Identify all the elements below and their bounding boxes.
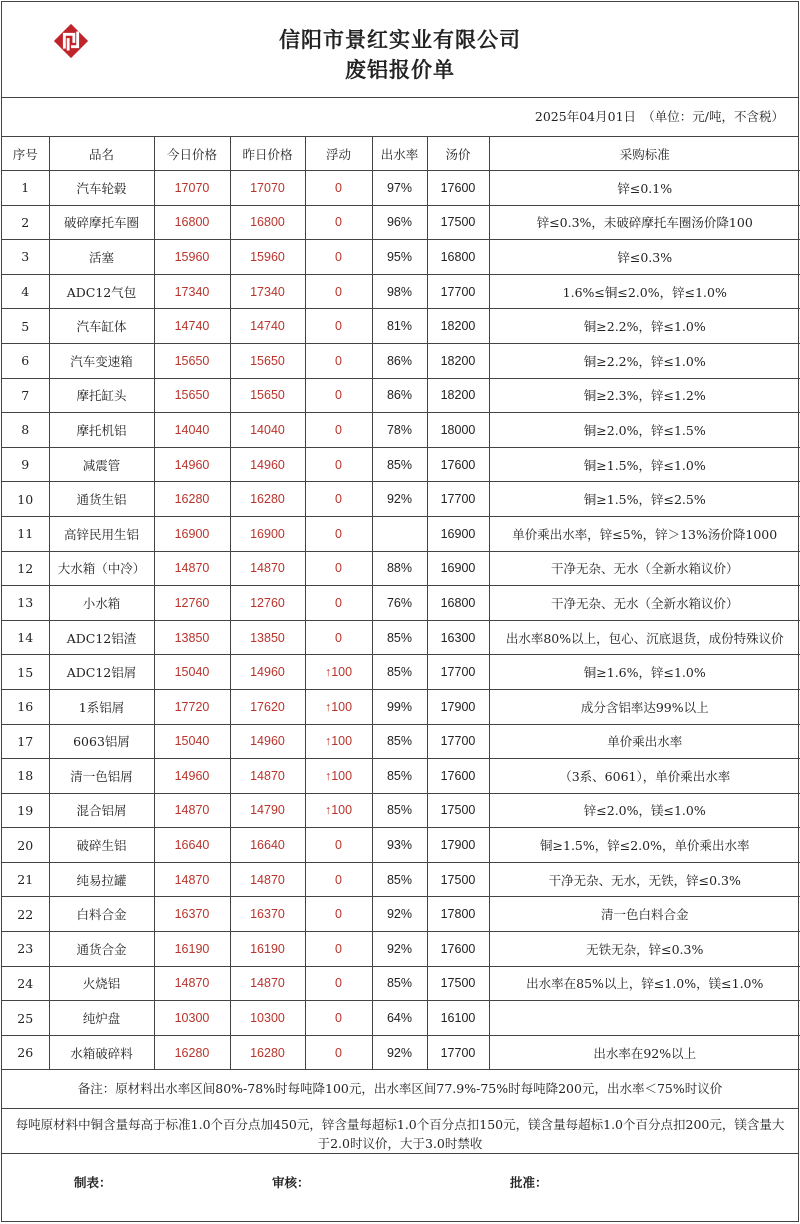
yield-rate: 96%: [372, 205, 427, 240]
purchase-standard: 铜≥2.2%，锌≤1.0%: [489, 309, 800, 344]
item-name: 小水箱: [49, 586, 154, 621]
table-row: [2, 620, 800, 655]
table-row: [2, 966, 800, 1001]
price-change: 0: [305, 551, 372, 586]
col-header-today: 今日价格: [154, 137, 230, 171]
price-change: 0: [305, 171, 372, 206]
yield-rate: 93%: [372, 828, 427, 863]
price-change: 0: [305, 516, 372, 551]
col-header-yield: 出水率: [372, 137, 427, 171]
purchase-standard: 出水率在92%以上: [489, 1035, 800, 1070]
yesterday-price: 15960: [230, 240, 305, 275]
today-price: 17340: [154, 274, 230, 309]
row-number: 16: [2, 689, 49, 724]
yield-rate: 95%: [372, 240, 427, 275]
price-change: 0: [305, 274, 372, 309]
price-change: 0: [305, 1035, 372, 1070]
yield-rate: 85%: [372, 759, 427, 794]
purchase-standard: 单价乘出水率，锌≤5%，锌＞13%汤价降1000: [489, 516, 800, 551]
today-price: 14870: [154, 793, 230, 828]
table-row: [2, 759, 800, 794]
yesterday-price: 14870: [230, 966, 305, 1001]
remark-note: 备注：原材料出水率区间80%-78%时每吨降100元，出水率区间77.9%-75%时每吨降200元，出水率＜75%时议价: [2, 1070, 798, 1109]
table-row: [2, 932, 800, 967]
yield-rate: 85%: [372, 447, 427, 482]
col-header-name: 品名: [49, 137, 154, 171]
table-row: [2, 655, 800, 690]
today-price: 15040: [154, 724, 230, 759]
table-row: [2, 516, 800, 551]
item-name: 1系铝屑: [49, 689, 154, 724]
row-number: 12: [2, 551, 49, 586]
table-row: [2, 724, 800, 759]
row-number: 17: [2, 724, 49, 759]
item-name: 减震管: [49, 447, 154, 482]
price-change: 0: [305, 932, 372, 967]
purchase-standard: 铜≥1.6%，锌≤1.0%: [489, 655, 800, 690]
yield-rate: 92%: [372, 482, 427, 517]
approved-by-label: 批准：: [510, 1175, 548, 1191]
yesterday-price: 17070: [230, 171, 305, 206]
item-name: 大水箱（中冷）: [49, 551, 154, 586]
table-row: [2, 1001, 800, 1036]
row-number: 10: [2, 482, 49, 517]
soup-price: 17600: [427, 932, 489, 967]
today-price: 16370: [154, 897, 230, 932]
row-number: 4: [2, 274, 49, 309]
price-change: ↑100: [305, 689, 372, 724]
price-change: ↑100: [305, 724, 372, 759]
soup-price: 16900: [427, 551, 489, 586]
today-price: 14740: [154, 309, 230, 344]
date-unit-line: 2025年04月01日 （单位：元/吨，不含税）: [2, 98, 798, 137]
table-row: [2, 343, 800, 378]
yield-rate: 86%: [372, 378, 427, 413]
row-number: 23: [2, 932, 49, 967]
yield-rate: 85%: [372, 966, 427, 1001]
table-row: [2, 413, 800, 448]
soup-price: 18000: [427, 413, 489, 448]
yesterday-price: 16280: [230, 482, 305, 517]
table-row: [2, 828, 800, 863]
yield-rate: 85%: [372, 655, 427, 690]
item-name: 纯易拉罐: [49, 862, 154, 897]
item-name: 清一色铝屑: [49, 759, 154, 794]
row-number: 11: [2, 516, 49, 551]
today-price: 12760: [154, 586, 230, 621]
item-name: 火烧铝: [49, 966, 154, 1001]
item-name: 汽车缸体: [49, 309, 154, 344]
table-row: [2, 378, 800, 413]
yesterday-price: 17340: [230, 274, 305, 309]
purchase-standard: 出水率80%以上，包心、沉底退货，成份特殊议价: [489, 620, 800, 655]
price-change: 0: [305, 1001, 372, 1036]
table-row: [2, 793, 800, 828]
soup-price: 16800: [427, 240, 489, 275]
col-header-standard: 采购标准: [489, 137, 800, 171]
yesterday-price: 15650: [230, 343, 305, 378]
item-name: 摩托缸头: [49, 378, 154, 413]
purchase-standard: 1.6%≤铜≤2.0%，锌≤1.0%: [489, 274, 800, 309]
row-number: 2: [2, 205, 49, 240]
row-number: 9: [2, 447, 49, 482]
price-change: 0: [305, 620, 372, 655]
content-rule-note: 每吨原材料中铜含量每高于标准1.0个百分点加450元，锌含量每超标1.0个百分点扣150元，镁含量每超标1.0个百分点扣200元，镁含量大于2.0时议价，大于3.0时禁收: [2, 1109, 798, 1154]
today-price: 10300: [154, 1001, 230, 1036]
yesterday-price: 15650: [230, 378, 305, 413]
price-change: 0: [305, 240, 372, 275]
today-price: 14870: [154, 862, 230, 897]
company-name: 信阳市景红实业有限公司: [279, 27, 521, 52]
yield-rate: 85%: [372, 620, 427, 655]
table-row: [2, 1035, 800, 1070]
prepared-by-label: 制表：: [74, 1175, 112, 1191]
row-number: 13: [2, 586, 49, 621]
yield-rate: 99%: [372, 689, 427, 724]
today-price: 16640: [154, 828, 230, 863]
soup-price: 17900: [427, 689, 489, 724]
price-change: 0: [305, 447, 372, 482]
price-table: [2, 137, 800, 1070]
yesterday-price: 14870: [230, 862, 305, 897]
item-name: 水箱破碎料: [49, 1035, 154, 1070]
purchase-standard: 铜≥2.3%，锌≤1.2%: [489, 378, 800, 413]
purchase-standard: 铜≥2.0%，锌≤1.5%: [489, 413, 800, 448]
yesterday-price: 14870: [230, 551, 305, 586]
soup-price: 17900: [427, 828, 489, 863]
yield-rate: 88%: [372, 551, 427, 586]
table-row: [2, 274, 800, 309]
row-number: 24: [2, 966, 49, 1001]
price-change: ↑100: [305, 655, 372, 690]
soup-price: 16800: [427, 586, 489, 621]
today-price: 16280: [154, 482, 230, 517]
yield-rate: 86%: [372, 343, 427, 378]
purchase-standard: 干净无杂、无水（全新水箱议价）: [489, 551, 800, 586]
purchase-standard: 锌≤0.1%: [489, 171, 800, 206]
soup-price: 16900: [427, 516, 489, 551]
purchase-standard: 铜≥2.2%，锌≤1.0%: [489, 343, 800, 378]
yield-rate: 85%: [372, 793, 427, 828]
today-price: 15650: [154, 378, 230, 413]
soup-price: 17500: [427, 862, 489, 897]
item-name: 纯炉盘: [49, 1001, 154, 1036]
purchase-standard: 铜≥1.5%，锌≤1.0%: [489, 447, 800, 482]
yesterday-price: 16190: [230, 932, 305, 967]
price-change: 0: [305, 205, 372, 240]
purchase-standard: [489, 1001, 800, 1036]
table-header-row: [2, 137, 800, 171]
yield-rate: [372, 516, 427, 551]
item-name: 白料合金: [49, 897, 154, 932]
purchase-standard: （3系、6061），单价乘出水率: [489, 759, 800, 794]
purchase-standard: 铜≥1.5%，锌≤2.0%，单价乘出水率: [489, 828, 800, 863]
item-name: ADC12气包: [49, 274, 154, 309]
yesterday-price: 14040: [230, 413, 305, 448]
yesterday-price: 14790: [230, 793, 305, 828]
row-number: 18: [2, 759, 49, 794]
row-number: 5: [2, 309, 49, 344]
today-price: 16280: [154, 1035, 230, 1070]
today-price: 15650: [154, 343, 230, 378]
price-change: 0: [305, 586, 372, 621]
today-price: 14870: [154, 551, 230, 586]
row-number: 7: [2, 378, 49, 413]
yield-rate: 92%: [372, 1035, 427, 1070]
table-row: [2, 689, 800, 724]
row-number: 25: [2, 1001, 49, 1036]
soup-price: 17700: [427, 655, 489, 690]
purchase-standard: 干净无杂、无水（全新水箱议价）: [489, 586, 800, 621]
table-row: [2, 586, 800, 621]
yield-rate: 78%: [372, 413, 427, 448]
row-number: 19: [2, 793, 49, 828]
yesterday-price: 12760: [230, 586, 305, 621]
price-change: 0: [305, 966, 372, 1001]
soup-price: 17600: [427, 447, 489, 482]
purchase-standard: 锌≤2.0%，镁≤1.0%: [489, 793, 800, 828]
col-header-no: 序号: [2, 137, 49, 171]
yield-rate: 97%: [372, 171, 427, 206]
soup-price: 17600: [427, 759, 489, 794]
price-change: 0: [305, 413, 372, 448]
table-row: [2, 240, 800, 275]
yield-rate: 98%: [372, 274, 427, 309]
soup-price: 17700: [427, 1035, 489, 1070]
purchase-standard: 干净无杂、无水，无铁，锌≤0.3%: [489, 862, 800, 897]
sheet-header: [2, 2, 798, 98]
row-number: 21: [2, 862, 49, 897]
today-price: 13850: [154, 620, 230, 655]
item-name: 活塞: [49, 240, 154, 275]
row-number: 1: [2, 171, 49, 206]
yesterday-price: 16280: [230, 1035, 305, 1070]
table-row: [2, 171, 800, 206]
item-name: 高锌民用生铝: [49, 516, 154, 551]
soup-price: 17700: [427, 724, 489, 759]
item-name: ADC12铝屑: [49, 655, 154, 690]
item-name: 汽车变速箱: [49, 343, 154, 378]
purchase-standard: 无铁无杂，锌≤0.3%: [489, 932, 800, 967]
row-number: 15: [2, 655, 49, 690]
yield-rate: 85%: [372, 724, 427, 759]
purchase-standard: 锌≤0.3%: [489, 240, 800, 275]
yield-rate: 81%: [372, 309, 427, 344]
yesterday-price: 14960: [230, 655, 305, 690]
purchase-standard: 清一色白料合金: [489, 897, 800, 932]
today-price: 16800: [154, 205, 230, 240]
soup-price: 17800: [427, 897, 489, 932]
table-row: [2, 447, 800, 482]
yesterday-price: 14870: [230, 759, 305, 794]
purchase-standard: 出水率在85%以上，锌≤1.0%，镁≤1.0%: [489, 966, 800, 1001]
soup-price: 18200: [427, 343, 489, 378]
price-change: 0: [305, 343, 372, 378]
soup-price: 18200: [427, 378, 489, 413]
today-price: 14960: [154, 447, 230, 482]
row-number: 22: [2, 897, 49, 932]
reviewed-by-label: 审核：: [272, 1175, 310, 1191]
yesterday-price: 14960: [230, 724, 305, 759]
today-price: 14960: [154, 759, 230, 794]
yesterday-price: 14740: [230, 309, 305, 344]
row-number: 8: [2, 413, 49, 448]
col-header-yesterday: 昨日价格: [230, 137, 305, 171]
item-name: 汽车轮毂: [49, 171, 154, 206]
yield-rate: 64%: [372, 1001, 427, 1036]
row-number: 26: [2, 1035, 49, 1070]
item-name: 6063铝屑: [49, 724, 154, 759]
today-price: 16900: [154, 516, 230, 551]
soup-price: 17500: [427, 966, 489, 1001]
document-title: 废铝报价单: [345, 57, 455, 82]
price-change: 0: [305, 897, 372, 932]
row-number: 14: [2, 620, 49, 655]
soup-price: 18200: [427, 309, 489, 344]
yesterday-price: 10300: [230, 1001, 305, 1036]
purchase-standard: 锌≤0.3%，未破碎摩托车圈汤价降100: [489, 205, 800, 240]
item-name: 破碎摩托车圈: [49, 205, 154, 240]
yesterday-price: 16370: [230, 897, 305, 932]
soup-price: 17700: [427, 482, 489, 517]
price-change: 0: [305, 862, 372, 897]
item-name: ADC12铝渣: [49, 620, 154, 655]
yesterday-price: 16800: [230, 205, 305, 240]
yield-rate: 85%: [372, 862, 427, 897]
table-row: [2, 897, 800, 932]
soup-price: 17700: [427, 274, 489, 309]
item-name: 混合铝屑: [49, 793, 154, 828]
item-name: 破碎生铝: [49, 828, 154, 863]
item-name: 摩托机铝: [49, 413, 154, 448]
purchase-standard: 铜≥1.5%，锌≤2.5%: [489, 482, 800, 517]
table-row: [2, 205, 800, 240]
yield-rate: 92%: [372, 897, 427, 932]
quotation-sheet: [1, 1, 799, 1222]
yesterday-price: 17620: [230, 689, 305, 724]
col-header-change: 浮动: [305, 137, 372, 171]
yesterday-price: 14960: [230, 447, 305, 482]
price-change: 0: [305, 828, 372, 863]
yesterday-price: 16640: [230, 828, 305, 863]
today-price: 15040: [154, 655, 230, 690]
price-change: 0: [305, 482, 372, 517]
soup-price: 17600: [427, 171, 489, 206]
soup-price: 17500: [427, 793, 489, 828]
soup-price: 17500: [427, 205, 489, 240]
purchase-standard: 成分含铝率达99%以上: [489, 689, 800, 724]
signature-row: [2, 1154, 798, 1212]
item-name: 通货生铝: [49, 482, 154, 517]
price-change: 0: [305, 378, 372, 413]
soup-price: 16100: [427, 1001, 489, 1036]
table-row: [2, 551, 800, 586]
price-change: ↑100: [305, 759, 372, 794]
item-name: 通货合金: [49, 932, 154, 967]
today-price: 16190: [154, 932, 230, 967]
table-row: [2, 309, 800, 344]
yesterday-price: 16900: [230, 516, 305, 551]
today-price: 14040: [154, 413, 230, 448]
row-number: 20: [2, 828, 49, 863]
yield-rate: 92%: [372, 932, 427, 967]
yield-rate: 76%: [372, 586, 427, 621]
table-row: [2, 862, 800, 897]
today-price: 17720: [154, 689, 230, 724]
soup-price: 16300: [427, 620, 489, 655]
col-header-soup: 汤价: [427, 137, 489, 171]
today-price: 14870: [154, 966, 230, 1001]
row-number: 3: [2, 240, 49, 275]
purchase-standard: 单价乘出水率: [489, 724, 800, 759]
row-number: 6: [2, 343, 49, 378]
today-price: 15960: [154, 240, 230, 275]
table-row: [2, 482, 800, 517]
price-change: ↑100: [305, 793, 372, 828]
yesterday-price: 13850: [230, 620, 305, 655]
today-price: 17070: [154, 171, 230, 206]
price-change: 0: [305, 309, 372, 344]
